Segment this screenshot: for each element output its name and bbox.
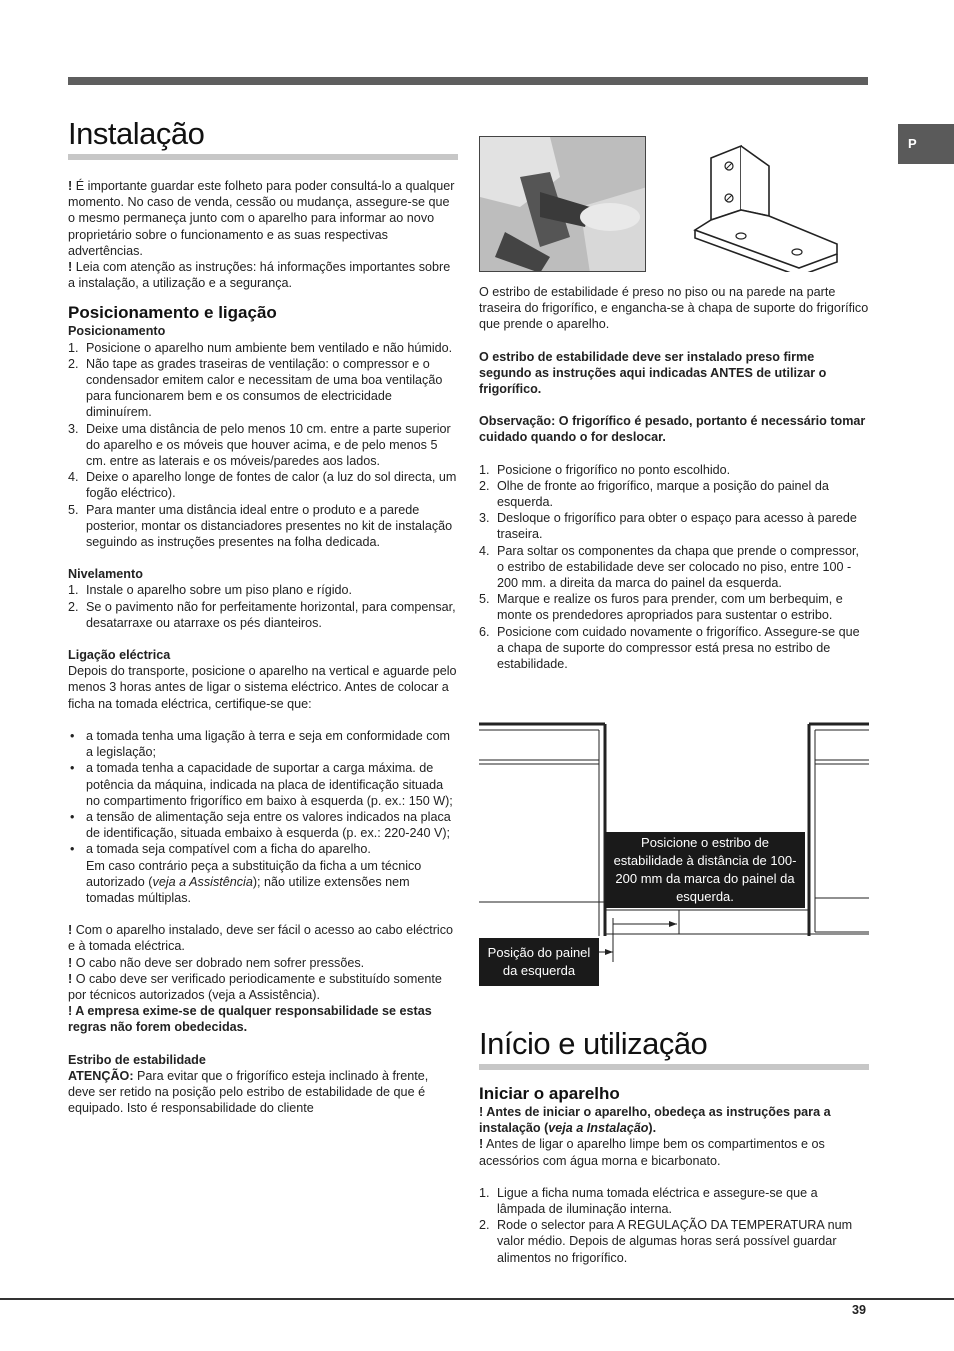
list-posicionamento [68,340,458,551]
stability-bracket-text [479,284,869,672]
subsection-title-posicionamento: Posicionamento e ligação [68,303,277,323]
list-ligacao-checks [68,728,458,906]
bracket-position-diagram [479,722,869,986]
top-divider-bar [68,77,868,85]
inicio-utilizacao-section [479,1026,869,1266]
bracket-installation-photo [479,136,646,272]
list-item: 1. Posicione o aparelho num ambiente bem ventilado e não húmido. [68,340,453,355]
list-bracket-steps [479,462,869,673]
list-start-steps [479,1185,869,1266]
left-column [68,116,458,1116]
list-item: 1. Posicione o frigorífico no ponto escolhido. [479,462,731,477]
list-item: 5. Para manter uma distância ideal entre o produto e a parede posterior, montar os distanciadores presentes no kit de instalação seguindo as instruções presentes na folha dedicada. [68,502,453,550]
list-item: 3. Deixe uma distância de pelo menos 10 cm. entre a parte superior do aparelho e os móveis que houver acima, e de pelo menos 5 cm. entre as laterais e os móveis/paredes aos lados. [68,421,451,469]
list-item: 2. Não tape as grades traseiras de ventilação: o compressor e o condensador emitem calor e necessitam de uma boa ventilação para funcionarem bem e os consumos de electricidade diminuírem. [68,356,443,420]
hand-photo-icon [480,137,646,272]
list-item: 6. Posicione com cuidado novamente o frigorífico. Assegure-se que a chapa de suporte do compressor está presa no estribo de estabilidade. [479,624,860,672]
intro-note-1: ! É importante guardar este folheto para poder consultá-lo a qualquer momento. No caso de venda, cessão ou mudança, assegure-se que o mesmo permaneça junto com o aparelho para informar ao novo proprietário sobre o funcionamento e as suas respectivas advertências. [68,179,455,258]
list-item: 2. Se o pavimento não for perfeitamente horizontal, para compensar, desatarraxe ou atarraxe os pés dianteiros. [68,599,456,630]
bracket-description: O estribo de estabilidade é preso no piso ou na parede na parte traseira do frigorífico, e engancha-se à chapa de suporte do frigorífico que prende o aparelho. [479,285,869,332]
list-item: 2. Rode o selector para A REGULAÇÃO DA TEMPERATURA num valor médio. Depois de algumas horas será possível guardar alimentos no frigorífico. [479,1218,853,1265]
diagram-label-left-panel: Posição do painel da esquerda [479,938,599,986]
start-warning: ! Antes de iniciar o aparelho, obedeça as instruções para a instalação (veja a Instalação). [479,1105,831,1136]
list-nivelamento [68,582,458,631]
list-item: 1. Ligue a ficha numa tomada eléctrica e assegure-se que a lâmpada de iluminação interna. [479,1185,818,1217]
subsection-title-iniciar: Iniciar o aparelho [479,1084,620,1103]
language-tab-letter: P [908,136,917,151]
warning-note-2: ! O cabo não deve ser dobrado nem sofrer pressões. [68,955,365,970]
list-item: 5. Marque e realize os furos para prender, com um berbequim, e monte os prendedores apropriados para sustentar o estribo. [479,592,843,623]
page-number: 39 [852,1303,867,1317]
list-item: 4. Para soltar os componentes da chapa que prende o compressor, o estribo de estabilidade deve ser colocado no piso, entre 100 - 200 mm. a direita da marca do painel da esquerda. [479,543,859,591]
heading-estribo: Estribo de estabilidade [68,1052,206,1067]
warning-responsibility: ! A empresa exime-se de qualquer responsabilidade se estas regras não forem obedecidas. [68,1004,432,1035]
heading-nivelamento: Nivelamento [68,567,143,582]
heading-ligacao-electrica: Ligação eléctrica [68,648,171,663]
diagram-label-distance: Posicione o estribo de estabilidade à distância de 100-200 mm da marca do painel da esquerda. [605,832,805,908]
right-column [479,136,869,1296]
list-item: • a tomada tenha uma ligação à terra e seja em conformidade com a legislação; [70,728,451,760]
list-item: • a tensão de alimentação seja entre os valores indicados na placa de identificação, situada embaixo à esquerda (p. ex.: 220-240 V); [70,809,451,841]
stability-bracket-drawing [689,140,839,272]
bracket-heavy-note: Observação: O frigorífico é pesado, portanto é necessário tomar cuidado quando o for deslocar. [479,414,866,445]
estribo-text: ATENÇÃO: Para evitar que o frigorífico esteja inclinado à frente, deve ser retido na posição pelo estribo de estabilidade de que é equipado. Isto é responsabilidade do cliente [68,1068,429,1116]
list-item: 1. Instale o aparelho sobre um piso plano e rígido. [68,583,353,598]
heading-posicionamento: Posicionamento [68,324,166,339]
list-item: • a tomada seja compatível com a ficha do aparelho. Em caso contrário peça a substituição da ficha a um técnico autorizado (veja a Assistência); não utilize extensões nem tomadas múltiplas. [70,842,422,905]
list-item: 4. Deixe o aparelho longe de fontes de calor (a luz do sol directa, um fogão eléctrico). [68,470,457,501]
section-title-inicio: Início e utilização [479,1026,869,1070]
intro-note-2: ! Leia com atenção as instruções: há informações importantes sobre a instalação, a utilização e a segurança. [68,260,451,291]
start-clean-note: ! Antes de ligar o aparelho limpe bem os compartimentos e os acessórios com água morna e bicarbonato. [479,1137,825,1168]
warning-note-3: ! O cabo deve ser verificado periodicamente e substituído somente por técnicos autorizados (veja a Assistência). [68,971,442,1002]
bottom-rule [0,1298,954,1300]
section-title-instalacao: Instalação [68,116,458,160]
warning-note-1: ! Com o aparelho instalado, deve ser fácil o acesso ao cabo eléctrico e à tomada eléctrica. [68,923,454,954]
language-tab [898,124,954,164]
list-item: 2. Olhe de fronte ao frigorífico, marque a posição do painel da esquerda. [479,478,829,510]
bracket-install-warning: O estribo de estabilidade deve ser instalado preso firme segundo as instruções aqui indicadas ANTES de utilizar o frigorífico. [479,349,827,397]
list-item: • a tomada tenha a capacidade de suportar a carga máxima. de potência da máquina, indicada na placa de identificação situada no compartimento frigorífico em baixo à esquerda (p. ex.: 150 W); [70,761,453,808]
list-item: 3. Desloque o frigorífico para obter o espaço para acesso à parede traseira. [479,511,857,542]
ligacao-intro: Depois do transporte, posicione o aparelho na vertical e aguarde pelo menos 3 horas antes de ligar o sistema eléctrico. Antes de colocar a ficha na tomada eléctrica, certifique-se que: [68,664,457,711]
